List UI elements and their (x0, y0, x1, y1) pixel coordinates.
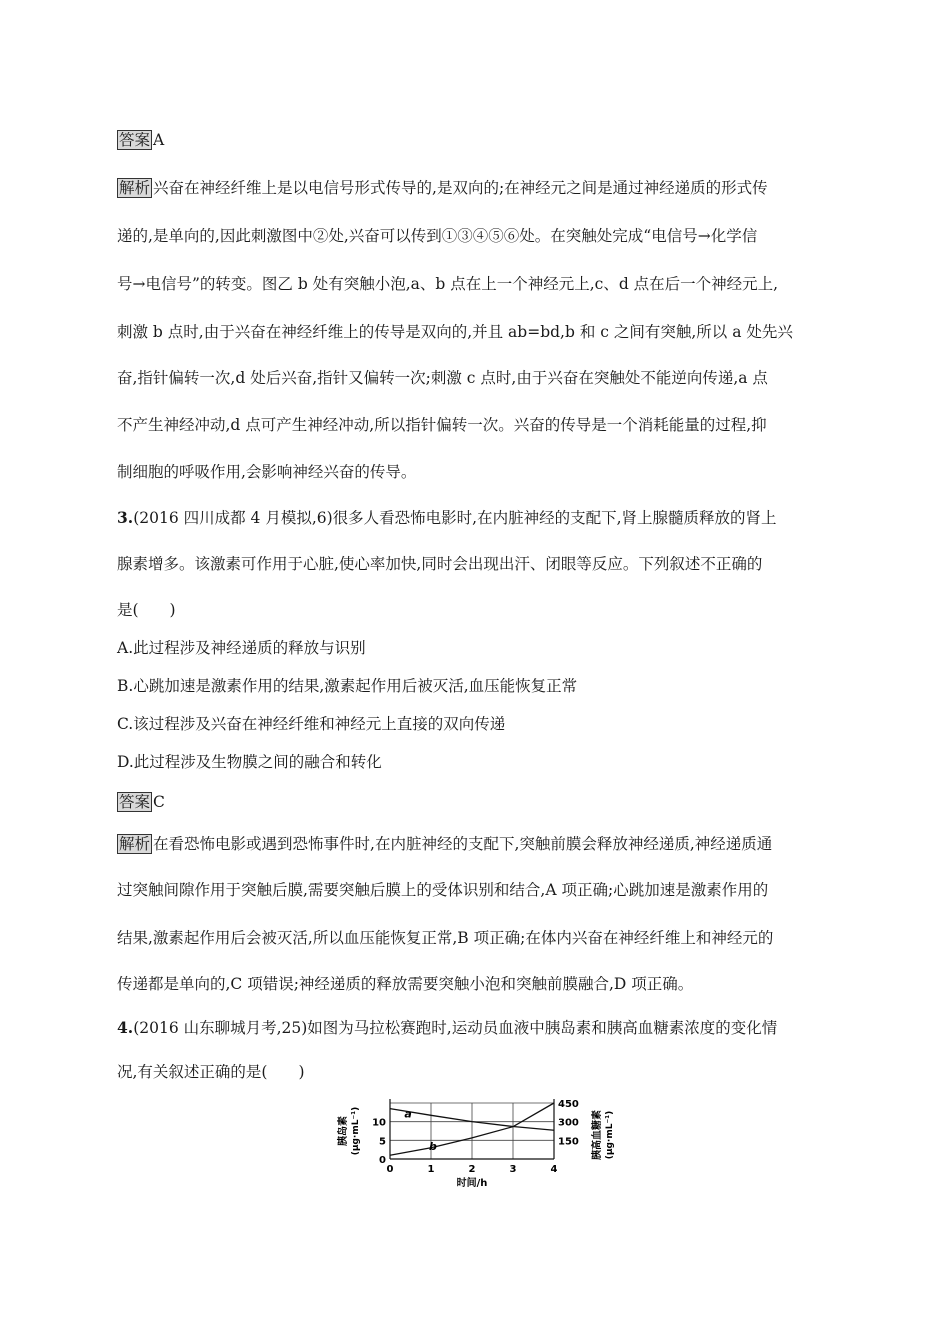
answer-tag: 答案 (119, 131, 151, 149)
analysis-tag: 解析 (119, 835, 151, 853)
x-axis-label: 时间/h (456, 1178, 488, 1187)
analysis-line: 刺激 b 点时,由于兴奋在神经纤维上的传导是双向的,并且 ab=bd,b 和 c 之间有突触,所以 a 处先兴 (117, 323, 793, 341)
analysis-tag: 解析 (119, 179, 151, 197)
y-left-tick-label: 0 (379, 1155, 386, 1166)
x-tick-label: 2 (468, 1164, 476, 1175)
analysis-line: 解析 兴奋在神经纤维上是以电信号形式传导的,是双向的;在神经元之间是通过神经递质的形式传 (119, 179, 768, 197)
y-left-axis-label: 胰岛素 (338, 1116, 349, 1146)
question-stem-line: 腺素增多。该激素可作用于心脏,使心率加快,同时会出现出汗、闭眼等反应。下列叙述不正确的 (117, 555, 763, 573)
y-left-tick-label: 5 (379, 1136, 386, 1148)
analysis-line: 递的,是单向的,因此刺激图中②处,兴奋可以传到①③④⑤⑥处。在突触处完成“电信号→化学信 (117, 227, 758, 245)
y-left-tick-label: 10 (372, 1117, 386, 1129)
question-stem-line: 是( ) (117, 601, 176, 619)
question-stem-line: 况,有关叙述正确的是( ) (117, 1063, 305, 1081)
y-right-tick-label: 150 (558, 1136, 579, 1148)
y-right-tick-label: 300 (558, 1117, 579, 1129)
question-number: 4. (117, 1018, 134, 1037)
option-d: D.此过程涉及生物膜之间的融合和转化 (117, 753, 382, 771)
analysis-line: 奋,指针偏转一次,d 处后兴奋,指针又偏转一次;刺激 c 点时,由于兴奋在突触处不能逆向传递,a 点 (117, 369, 768, 387)
answer-value: C (153, 793, 165, 811)
analysis-line: 过突触间隙作用于突触后膜,需要突触后膜上的受体识别和结合,A 项正确;心跳加速是激素作用的 (117, 881, 769, 899)
answer-tag: 答案 (119, 793, 151, 811)
x-tick-label: 4 (550, 1164, 558, 1175)
analysis-line: 结果,激素起作用后会被灭活,所以血压能恢复正常,B 项正确;在体内兴奋在神经纤维上和神经元的 (117, 929, 774, 947)
series-label-a: a (404, 1107, 412, 1121)
analysis-line: 制细胞的呼吸作用,会影响神经兴奋的传导。 (117, 463, 417, 481)
x-tick-label: 0 (386, 1164, 394, 1175)
analysis-line: 不产生神经冲动,d 点可产生神经冲动,所以指针偏转一次。兴奋的传导是一个消耗能量的过程,抑 (117, 416, 767, 434)
series-label-b: b (428, 1139, 437, 1153)
chart-labels (336, 1099, 615, 1187)
y-right-axis-unit: (μg·mL⁻¹) (605, 1110, 615, 1160)
option-a: A.此过程涉及神经递质的释放与识别 (117, 639, 366, 657)
x-tick-label: 1 (427, 1164, 435, 1175)
answer-line-1 (117, 130, 164, 150)
y-right-axis-label: 胰高血糖素 (592, 1110, 603, 1160)
analysis-line: 解析 在看恐怖电影或遇到恐怖事件时,在内脏神经的支配下,突触前膜会释放神经递质,神经递质通 (119, 835, 773, 853)
answer-value: A (153, 131, 165, 149)
question-3-stem: 3.(2016 四川成都 4 月模拟,6)很多人看恐怖电影时,在内脏神经的支配下,肾上腺髓质释放的肾上 (117, 508, 777, 527)
analysis-line: 传递都是单向的,C 项错误;神经递质的释放需要突触小泡和突触前膜融合,D 项正确。 (117, 975, 694, 993)
y-left-axis-unit: (μg·mL⁻¹) (351, 1106, 361, 1156)
question-4-stem: 4.(2016 山东聊城月考,25)如图为马拉松赛跑时,运动员血液中胰岛素和胰高血糖素浓度的变化情 (117, 1018, 778, 1037)
y-right-tick-label: 450 (558, 1099, 579, 1110)
option-c: C.该过程涉及兴奋在神经纤维和神经元上直接的双向传递 (117, 715, 506, 733)
x-tick-label: 3 (509, 1164, 517, 1175)
question-number: 3. (117, 508, 134, 527)
analysis-line: 号→电信号”的转变。图乙 b 处有突触小泡,a、b 点在上一个神经元上,c、d 点在后一个神经元上, (117, 275, 779, 293)
hormone-chart (332, 1095, 632, 1187)
option-b: B.心跳加速是激素作用的结果,激素起作用后被灭活,血压能恢复正常 (117, 677, 578, 695)
answer-line-3 (117, 792, 165, 812)
